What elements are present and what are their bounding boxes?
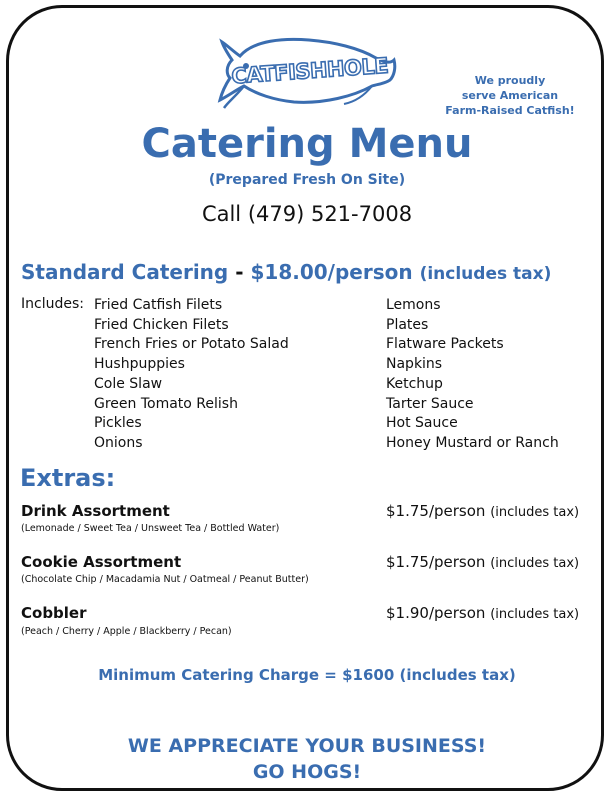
standard-dash: - [235, 260, 244, 284]
tagline [436, 73, 584, 118]
extra-cookie-desc: (Chocolate Chip / Macadamia Nut / Oatmeal / Peanut Butter) [21, 574, 309, 585]
catfishhole-logo [214, 30, 399, 112]
list-item: Cole Slaw [94, 375, 163, 392]
minimum-charge: Minimum Catering Charge = $1600 (includes tax) [98, 666, 516, 684]
includes-label: Includes: [21, 296, 84, 312]
list-item: Fried Chicken Filets [94, 316, 229, 333]
list-item: Ketchup [386, 375, 443, 392]
list-item: Flatware Packets [386, 336, 504, 353]
thanks-line: WE APPRECIATE YOUR BUSINESS! [127, 735, 487, 757]
tagline-line: We proudly [474, 74, 546, 87]
extra-drink-name: Drink Assortment [21, 502, 170, 520]
standard-price: $18.00/person [250, 260, 413, 284]
extra-drink-price: $1.75/person [386, 502, 486, 520]
extra-cookie-price-line [386, 553, 579, 571]
tagline-line: serve American [461, 89, 559, 102]
standard-catering-heading [21, 260, 551, 284]
tagline-line: Farm-Raised Catfish! [445, 104, 575, 117]
extra-cookie-name: Cookie Assortment [21, 553, 182, 571]
phone-number: Call (479) 521-7008 [201, 202, 413, 226]
list-item: Green Tomato Relish [94, 395, 238, 412]
list-item: Tarter Sauce [386, 395, 474, 412]
list-item: Honey Mustard or Ranch [386, 434, 559, 451]
extra-drink-price-line [386, 502, 579, 520]
page-title: Catering Menu [141, 121, 473, 167]
standard-name: Standard Catering [21, 260, 229, 284]
extra-cobbler-price-line [386, 604, 579, 622]
extra-cobbler-tax-note: (includes tax) [490, 607, 580, 622]
list-item: Pickles [94, 415, 142, 432]
logo-text: CATFISHHOLE [230, 53, 389, 89]
list-item: Plates [386, 316, 429, 333]
extra-drink-tax-note: (includes tax) [490, 505, 580, 520]
thanks-line: GO HOGS! [252, 761, 362, 783]
list-item: Hot Sauce [386, 415, 458, 432]
list-item: Lemons [386, 297, 441, 313]
subtitle: (Prepared Fresh On Site) [208, 172, 406, 188]
extra-cookie-tax-note: (includes tax) [490, 556, 580, 571]
extra-cobbler-desc: (Peach / Cherry / Apple / Blackberry / Pecan) [21, 626, 232, 637]
includes-list-left [94, 296, 289, 454]
extra-cookie-price: $1.75/person [386, 553, 486, 571]
includes-list-right [386, 296, 559, 454]
list-item: Fried Catfish Filets [94, 297, 223, 313]
extras-heading: Extras: [20, 464, 116, 492]
list-item: Onions [94, 434, 143, 451]
extra-cobbler-price: $1.90/person [386, 604, 486, 622]
extra-cobbler-name: Cobbler [21, 604, 87, 622]
list-item: French Fries or Potato Salad [94, 336, 289, 353]
thank-you-message [0, 733, 614, 785]
extra-drink-desc: (Lemonade / Sweet Tea / Unsweet Tea / Bottled Water) [21, 523, 280, 534]
standard-tax-note: (includes tax) [419, 264, 552, 284]
list-item: Napkins [386, 356, 443, 373]
list-item: Hushpuppies [94, 356, 185, 373]
